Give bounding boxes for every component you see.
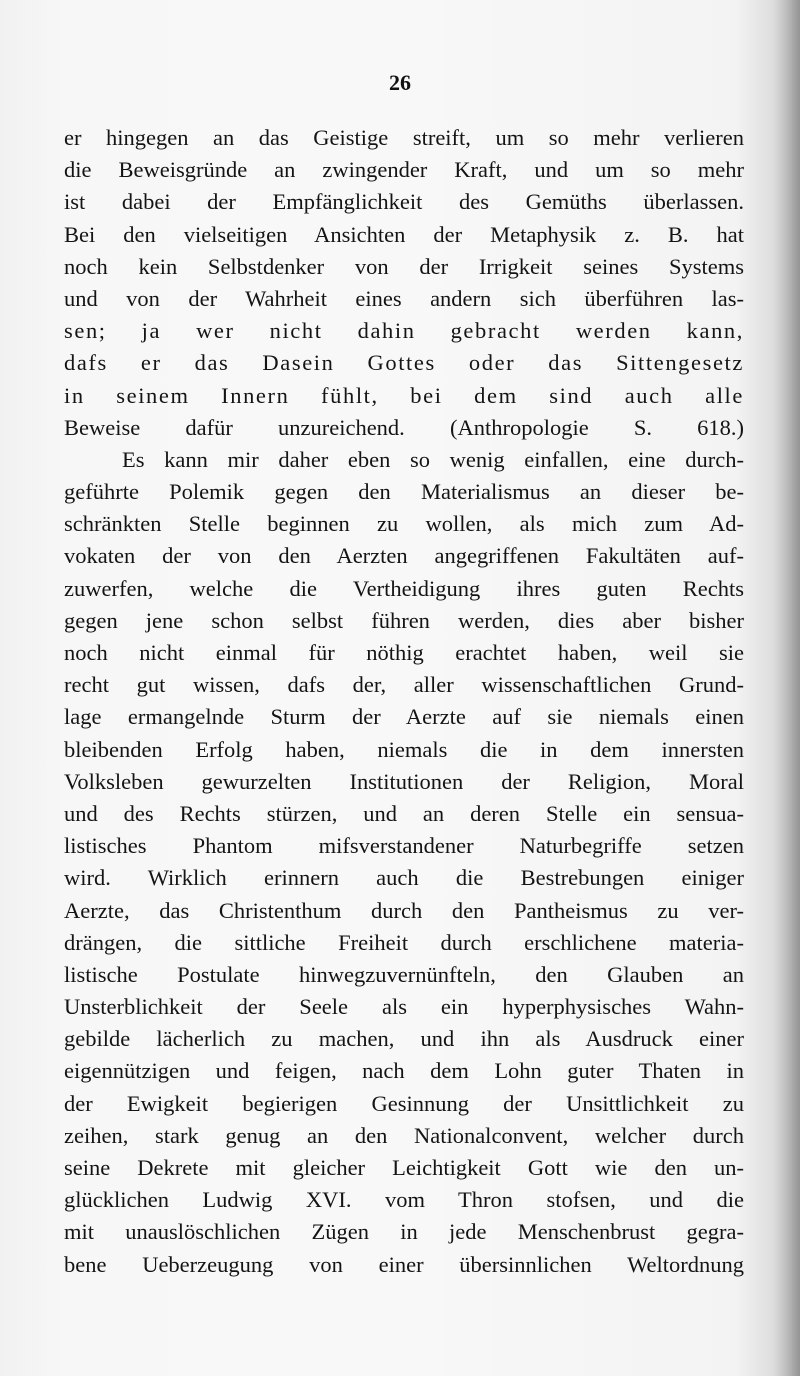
text-line: glücklichen Ludwig XVI. vom Thron stofsen, und die <box>64 1187 744 1213</box>
text-line: Bei den vielseitigen Ansichten der Metaphysik z. B. hat <box>64 221 744 247</box>
text-line: noch nicht einmal für nöthig erachtet haben, weil sie <box>64 640 744 665</box>
text-line: Volksleben gewurzelten Institutionen der Religion, Moral <box>64 768 744 794</box>
page-number: 26 <box>389 70 411 95</box>
text-line: und des Rechts stürzen, und an deren Stelle ein sensua- <box>64 800 744 826</box>
text-line: der Ewigkeit begierigen Gesinnung der Unsittlichkeit zu <box>64 1090 744 1116</box>
page-gutter-shadow <box>772 0 800 1376</box>
text-line: eigennützigen und feigen, nach dem Lohn guter Thaten in <box>64 1058 744 1084</box>
text-line: listische Postulate hinwegzuvernünfteln, den Glauben an <box>64 961 744 987</box>
text-line: zuwerfen, welche die Vertheidigung ihres guten Rechts <box>64 575 744 601</box>
text-line: recht gut wissen, dafs der, aller wissenschaftlichen Grund- <box>64 672 744 698</box>
text-line: lage ermangelnde Sturm der Aerzte auf sie niemals einen <box>64 704 744 730</box>
text-line: schränkten Stelle beginnen zu wollen, als mich zum Ad- <box>64 511 744 537</box>
text-line: vokaten der von den Aerzten angegriffenen Fakultäten auf- <box>64 543 744 569</box>
text-line: die Beweisgründe an zwingender Kraft, und um so mehr <box>64 157 744 183</box>
text-line: Unsterblichkeit der Seele als ein hyperphysisches Wahn- <box>64 994 744 1020</box>
text-line-spaced: in seinem Innern fühlt, bei dem sind auch alle <box>64 382 744 408</box>
text-line: bleibenden Erfolg haben, niemals die in dem innersten <box>64 736 744 762</box>
text-line: listisches Phantom mifsverstandener Naturbegriffe setzen <box>64 833 744 859</box>
text-line: gebilde lächerlich zu machen, und ihn als Ausdruck einer <box>64 1026 744 1052</box>
text-line: noch kein Selbstdenker von der Irrigkeit seines Systems <box>64 253 744 279</box>
body-text <box>64 122 744 1281</box>
text-line-spaced: sen; ja wer nicht dahin gebracht werden kann, <box>64 318 744 344</box>
text-line: seine Dekrete mit gleicher Leichtigkeit Gott wie den un- <box>64 1155 744 1180</box>
text-line: Beweise dafür unzureichend. (Anthropologie S. 618.) <box>64 414 744 440</box>
text-line: mit unauslöschlichen Zügen in jede Menschenbrust gegra- <box>64 1219 744 1245</box>
text-line: drängen, die sittliche Freiheit durch erschlichene materia- <box>64 929 744 955</box>
text-line: wird. Wirklich erinnern auch die Bestrebungen einiger <box>64 865 744 891</box>
text-line: ist dabei der Empfänglichkeit des Gemüths überlassen. <box>64 189 744 215</box>
text-line: zeihen, stark genug an den Nationalconvent, welcher durch <box>64 1122 744 1148</box>
text-line: gegen jene schon selbst führen werden, dies aber bisher <box>64 607 744 633</box>
text-line: Aerzte, das Christenthum durch den Pantheismus zu ver- <box>64 897 744 923</box>
text-line: bene Ueberzeugung von einer übersinnlichen Weltordnung <box>64 1251 744 1277</box>
text-line-spaced: dafs er das Dasein Gottes oder das Sittengesetz <box>64 350 744 376</box>
paragraph-first-line: Es kann mir daher eben so wenig einfallen, eine durch- <box>122 446 744 472</box>
text-line: er hingegen an das Geistige streift, um so mehr verlieren <box>64 125 744 150</box>
text-line: geführte Polemik gegen den Materialismus an dieser be- <box>64 479 744 505</box>
text-line: und von der Wahrheit eines andern sich überführen las- <box>64 285 744 311</box>
